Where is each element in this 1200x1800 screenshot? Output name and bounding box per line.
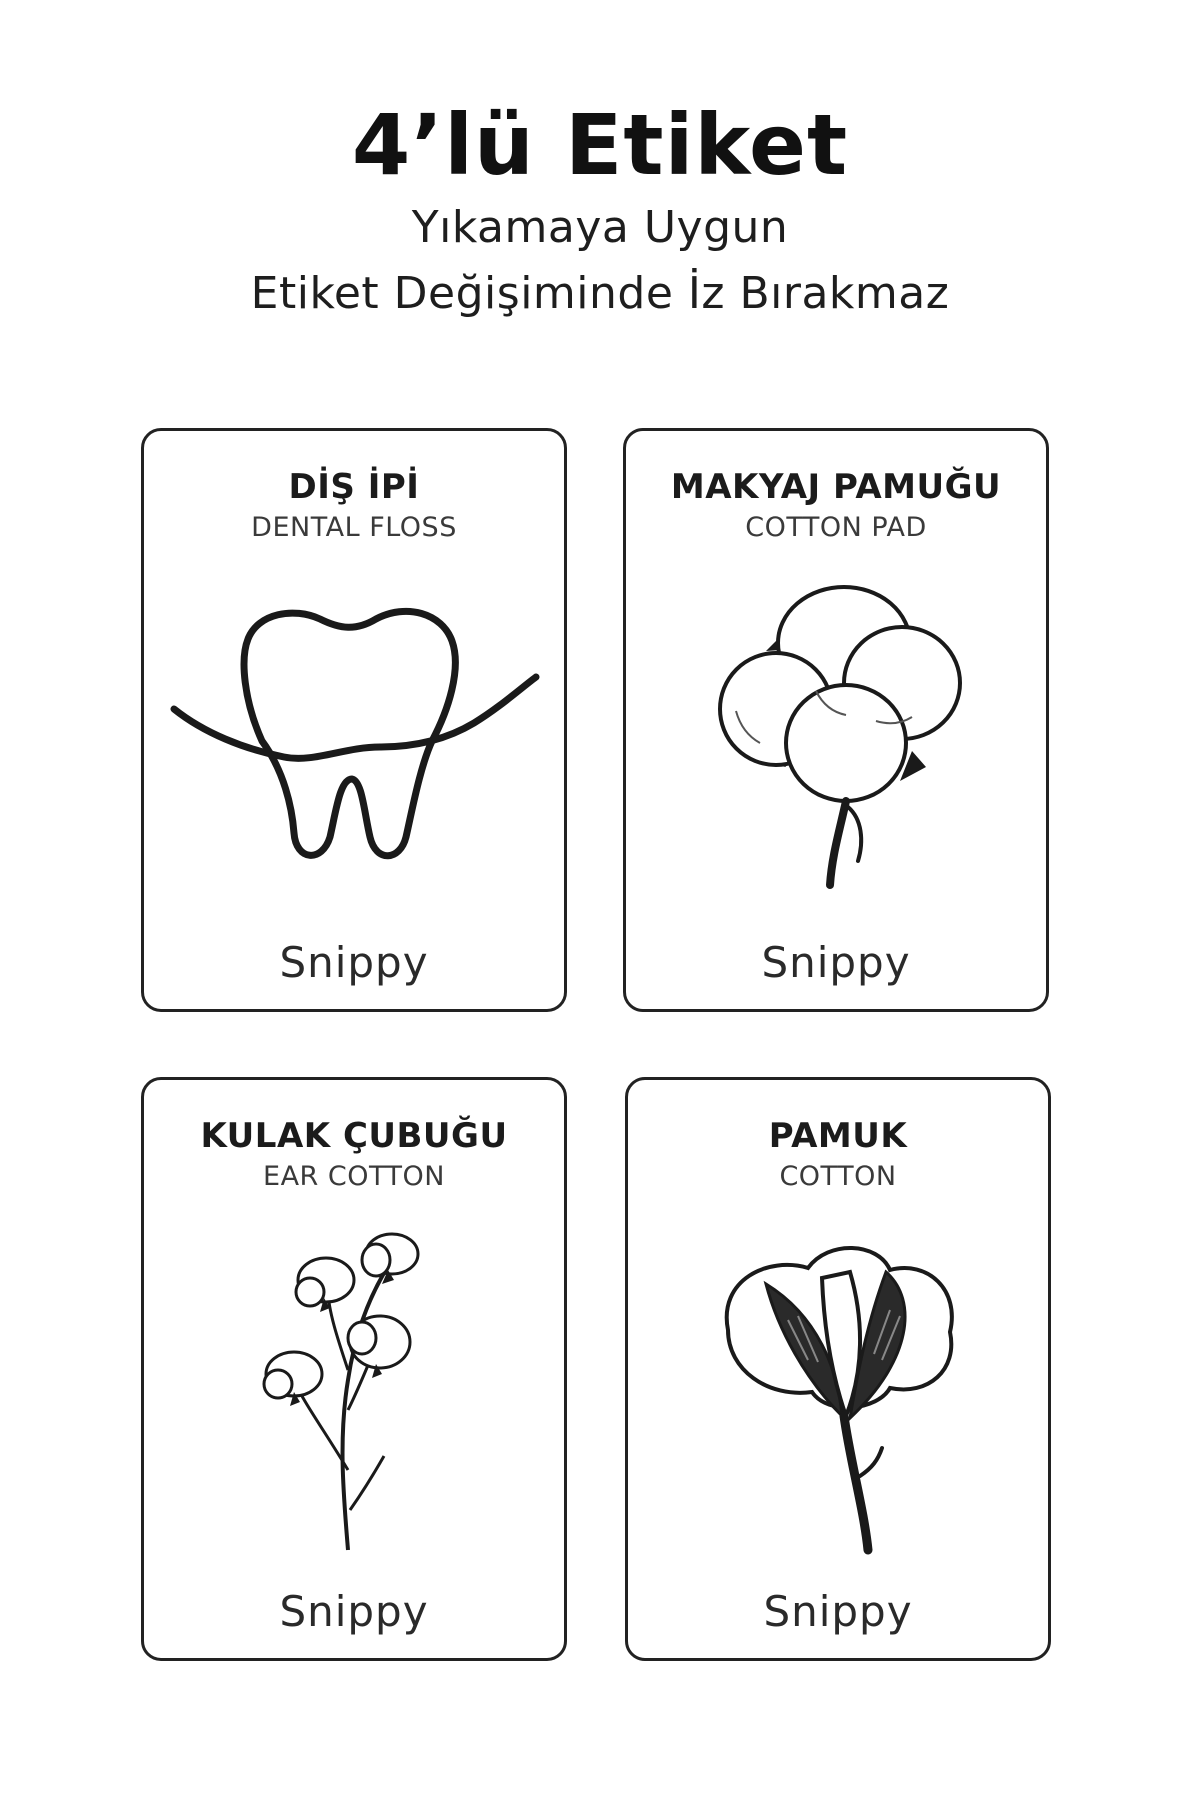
brand-logo: Snippy [279,1587,429,1636]
card-subtitle: COTTON PAD [745,512,927,543]
card-title: PAMUK [768,1116,908,1156]
card-subtitle: COTTON [779,1161,897,1192]
label-card-cotton-pad [623,428,1049,1012]
page-header [0,95,1200,327]
page-subtitle-no-residue: Etiket Değişiminde İz Bırakmaz [250,268,950,319]
brand-logo: Snippy [763,1587,913,1636]
page-subtitle-washable: Yıkamaya Uygun [411,202,789,253]
card-title: MAKYAJ PAMUĞU [670,467,1002,507]
page-title: 4’lü Etiket [351,96,849,194]
card-subtitle: EAR COTTON [263,1161,445,1192]
label-card-dental-floss [141,428,567,1012]
label-card-ear-cotton [141,1077,567,1661]
card-subtitle: DENTAL FLOSS [251,512,457,543]
label-card-cotton [625,1077,1051,1661]
brand-logo: Snippy [761,938,911,987]
cotton-boll-icon [626,571,1052,911]
cotton-branch-icon [144,1220,570,1560]
card-title: KULAK ÇUBUĞU [200,1116,508,1156]
card-title: DİŞ İPİ [288,467,420,507]
cotton-flower-icon [628,1220,1054,1560]
brand-logo: Snippy [279,938,429,987]
tooth-floss-icon [144,571,570,911]
